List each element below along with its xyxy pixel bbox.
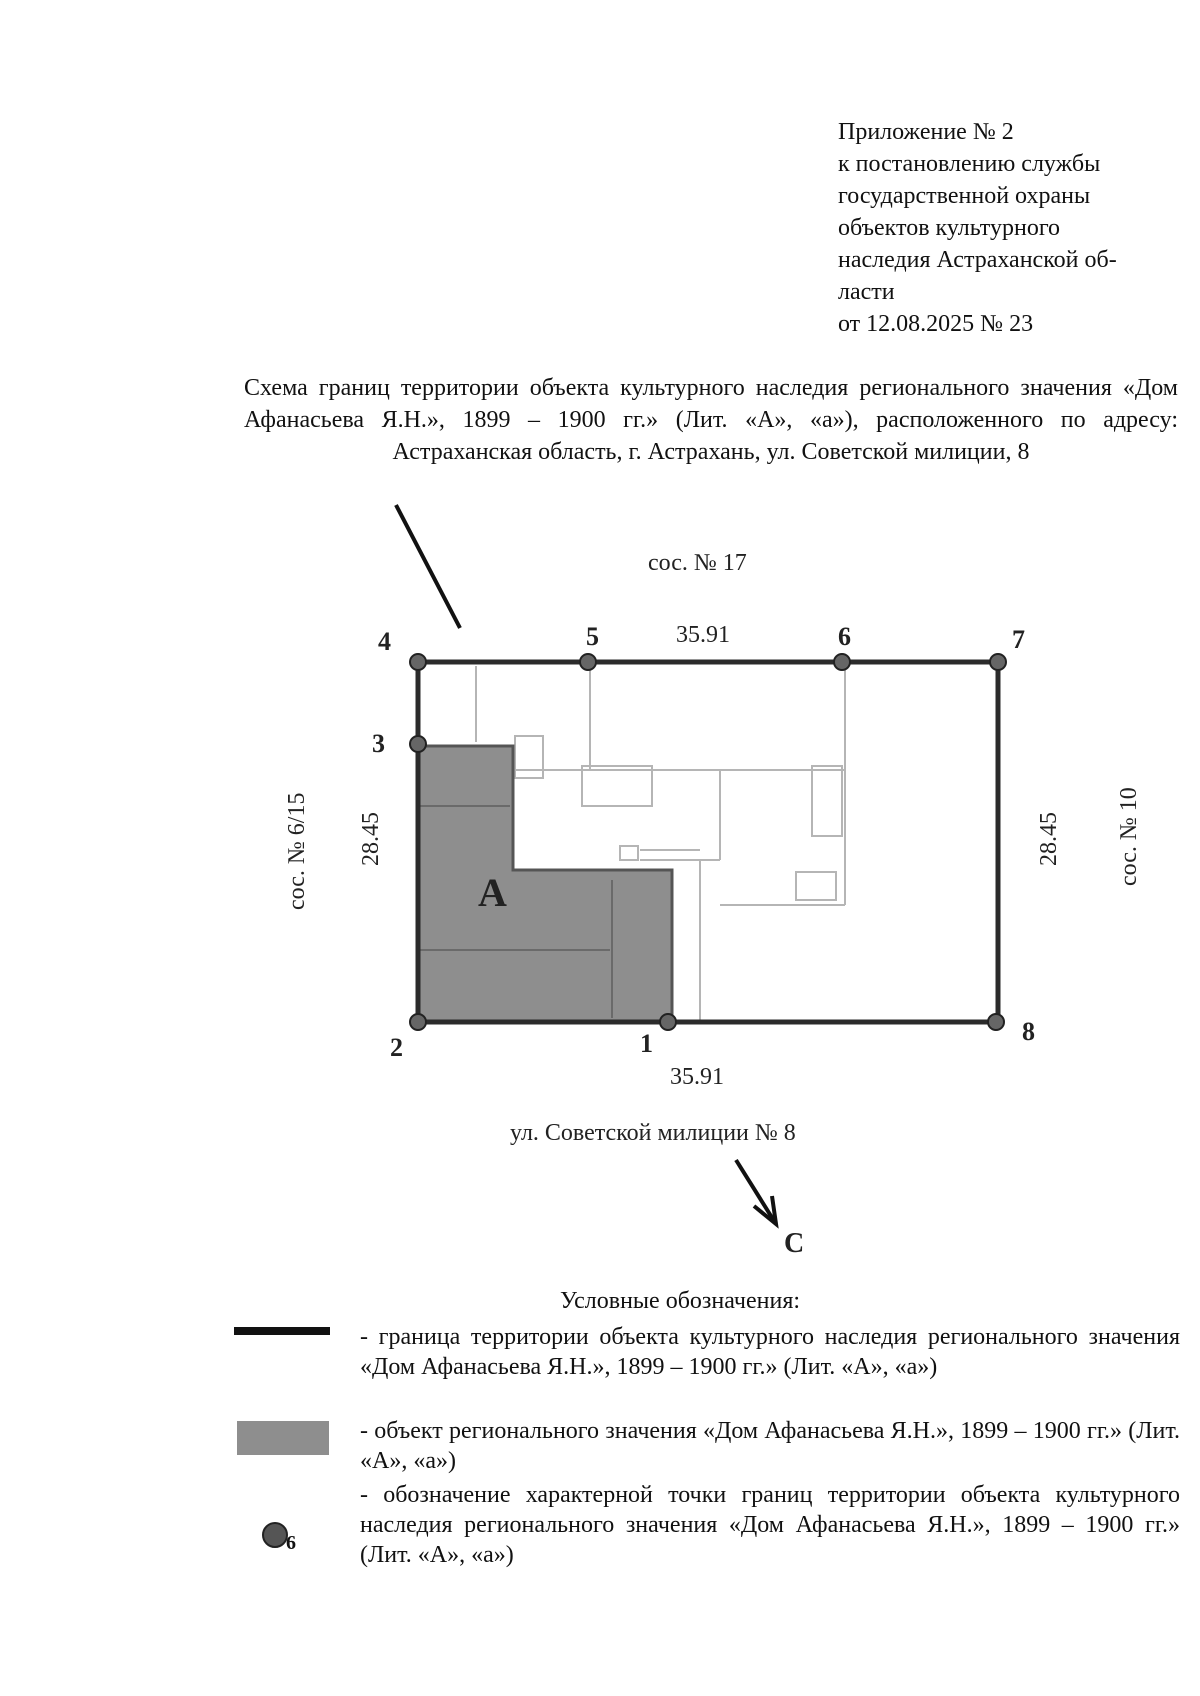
point-label-1: 1 (640, 1029, 653, 1058)
legend-item-point: - обозначение характерной точки границ территории объекта культурного наследия регионального значения «Дом Афанасьева Я.Н.», 1899 – 1900 гг.» (Лит. «А», «а») (360, 1482, 1180, 1568)
dimension-right: 28.45 (1036, 812, 1062, 866)
point-7 (990, 654, 1006, 670)
object-area (418, 746, 672, 1022)
appendix-line: к постановлению службы (838, 151, 1101, 177)
boundary-line-symbol (234, 1327, 330, 1335)
neighbor-top: сос. № 17 (648, 550, 747, 576)
point-symbol (262, 1522, 288, 1548)
point-label-4: 4 (378, 627, 391, 656)
legend-item-boundary: - граница территории объекта культурного наследия регионального значения «Дом Афанасьева Я.Н.», 1899 – 1900 гг.» (Лит. «А», «а») (360, 1324, 1180, 1380)
appendix-line: от 12.08.2025 № 23 (838, 311, 1034, 337)
legend-item-object: - объект регионального значения «Дом Афанасьева Я.Н.», 1899 – 1900 гг.» (Лит. «А», «а») (360, 1418, 1180, 1474)
point-3 (410, 736, 426, 752)
dimension-bottom: 35.91 (670, 1064, 724, 1090)
appendix-line: государственной охраны (838, 183, 1091, 209)
point-label-6: 6 (838, 622, 851, 651)
north-arrow (736, 1160, 776, 1224)
street-name: ул. Советской милиции № 8 (510, 1120, 796, 1146)
point-2 (410, 1014, 426, 1030)
point-1 (660, 1014, 676, 1030)
dimension-top: 35.91 (676, 622, 730, 648)
appendix-line: ласти (838, 279, 895, 305)
point-label-8: 8 (1022, 1017, 1035, 1046)
point-symbol-number: 6 (286, 1532, 296, 1554)
point-4 (410, 654, 426, 670)
point-label-5: 5 (586, 622, 599, 651)
building-letter: А (478, 870, 507, 915)
legend-title: Условные обозначения: (560, 1288, 801, 1314)
orientation-line (396, 505, 460, 628)
neighbor-right: сос. № 10 (1116, 787, 1142, 886)
object-area-symbol (237, 1421, 329, 1455)
appendix-line: Приложение № 2 (838, 119, 1014, 145)
document-title: Схема границ территории объекта культурного наследия регионального значения «Дом Афанасьева Я.Н.», 1899 – 1900 гг.» (Лит. «А», «а»), расположенного по адресу: Астраханская область, г. Астрахань, ул. Советской милиции, 8 (244, 375, 1178, 465)
point-label-3: 3 (372, 729, 385, 758)
dimension-left: 28.45 (358, 812, 384, 866)
point-label-7: 7 (1012, 625, 1025, 654)
appendix-line: объектов культурного (838, 215, 1061, 241)
point-5 (580, 654, 596, 670)
neighbor-left: сос. № 6/15 (284, 792, 310, 910)
point-8 (988, 1014, 1004, 1030)
north-letter: С (784, 1228, 805, 1259)
point-label-2: 2 (390, 1033, 403, 1062)
appendix-line: наследия Астраханской об- (838, 247, 1117, 273)
point-6 (834, 654, 850, 670)
